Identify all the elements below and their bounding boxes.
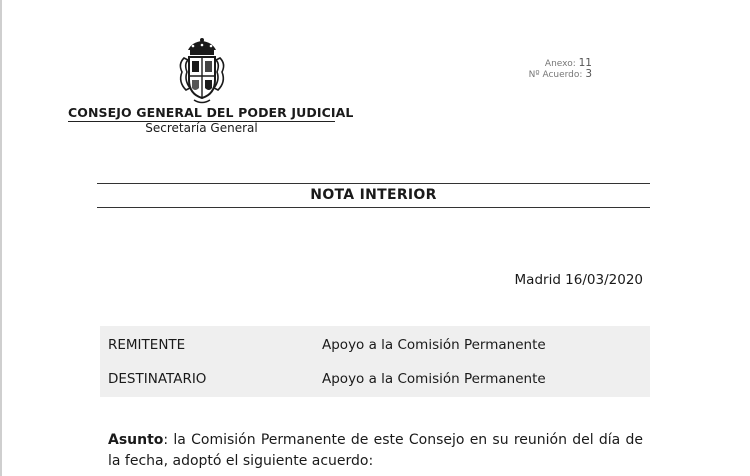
sender-label: REMITENTE xyxy=(108,337,186,353)
annex-value: 11 xyxy=(578,57,592,69)
agreement-value: 3 xyxy=(585,68,592,80)
coat-of-arms-icon xyxy=(172,38,232,106)
sender-value: Apoyo a la Comisión Permanente xyxy=(322,337,546,353)
recipient-label: DESTINATARIO xyxy=(108,371,207,387)
document-date: Madrid 16/03/2020 xyxy=(514,272,643,288)
document-title: NOTA INTERIOR xyxy=(310,187,437,203)
annex-label: Anexo: xyxy=(544,59,576,69)
page-edge xyxy=(0,0,2,476)
subject-separator: : xyxy=(163,432,169,448)
subject-text: la Comisión Permanente de este Consejo en su reunión del día de la fecha, adoptó el siguiente acuerdo: xyxy=(108,432,643,469)
department-name: Secretaría General xyxy=(145,121,258,135)
subject-label: Asunto xyxy=(108,432,164,448)
agreement-label: Nº Acuerdo: xyxy=(528,70,583,80)
title-top-rule xyxy=(97,183,650,184)
organization-name: CONSEJO GENERAL DEL PODER JUDICIAL xyxy=(68,105,354,120)
agreement-number xyxy=(529,68,592,80)
title-bottom-rule xyxy=(97,207,650,208)
recipient-value: Apoyo a la Comisión Permanente xyxy=(322,371,546,387)
subject-paragraph xyxy=(108,430,643,472)
routing-box xyxy=(100,326,650,397)
